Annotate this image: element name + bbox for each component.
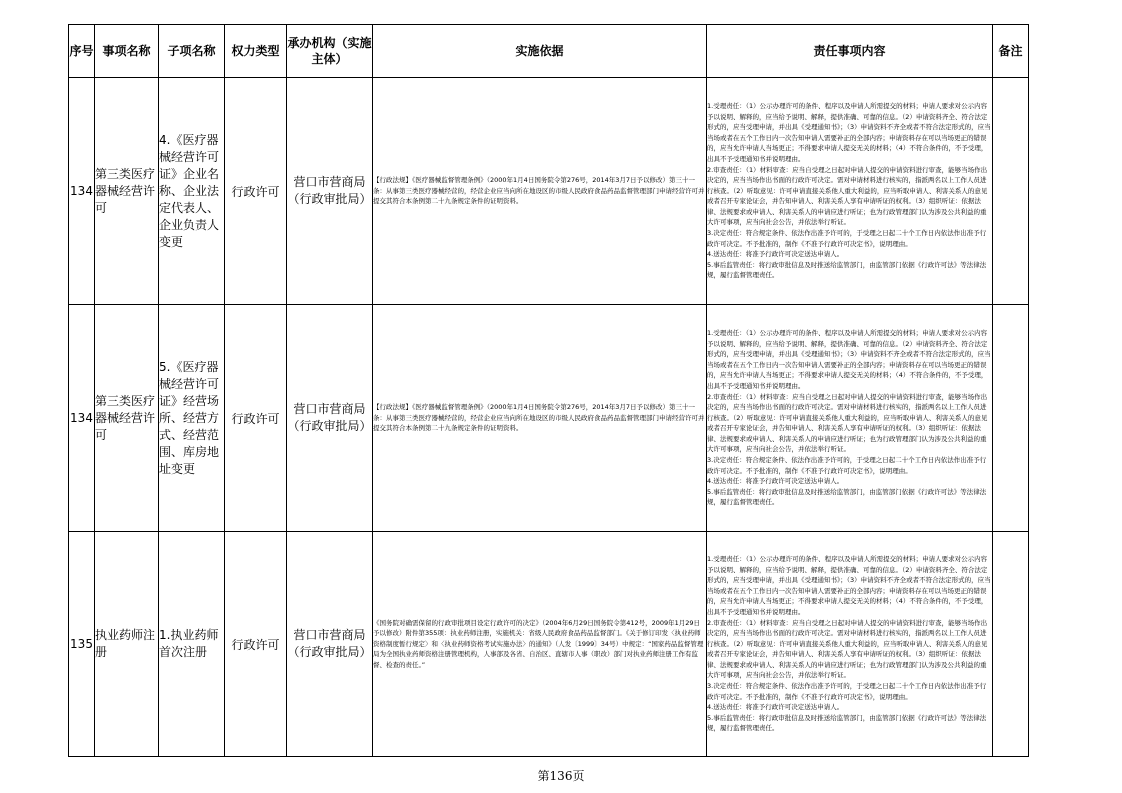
row-power-type: 行政许可 xyxy=(225,532,287,757)
duty-deliver: 4.送达责任：将准予行政许可决定送达申请人。 xyxy=(707,477,844,486)
row-basis: 【行政法规】《医疗器械监督管理条例》（2000年1月4日国务院令第276号，2014年3月7日予以修改）第三十一条：从事第三类医疗器械经营的，经营企业应当向所在地设区的市级人民政府食品药品监督管理部门申请经营许可并提交其符合本条例第二十九条规定条件的证明资料。 xyxy=(373,305,707,532)
row-seq: 134 xyxy=(69,78,95,305)
table-row xyxy=(69,78,1029,305)
table-row xyxy=(69,532,1029,757)
row-duty xyxy=(707,305,993,532)
table-row xyxy=(69,305,1029,532)
header-item-name: 事项名称 xyxy=(95,25,159,78)
row-duty xyxy=(707,532,993,757)
header-power-type: 权力类型 xyxy=(225,25,287,78)
duty-review: 2.审查责任：（1）材料审查：应当自受理之日起对申请人提交的申请资料进行审查，能够当场作出决定的，应当当场作出书面的行政许可决定。需对申请材料进行核实的，指派两名以上工作人员进行核查。（2）听取意见：许可申请直接关系他人重大利益的，应当听取申请人、利害关系人的意见或者召开专家论证会，并告知申请人、利害关系人享有申请听证的权利。（3）组织听证：依据法律、法规要求或申请人、利害关系人的申请应进行听证；也为行政管理部门认为涉及公共利益的重大许可事项，应当向社会公告，并依法举行听证。 xyxy=(707,392,988,454)
duty-review: 2.审查责任：（1）材料审查：应当自受理之日起对申请人提交的申请资料进行审查，能够当场作出决定的，应当当场作出书面的行政许可决定。需对申请材料进行核实的，指派两名以上工作人员进行核查。（2）听取意见：许可申请直接关系他人重大利益的，应当听取申请人、利害关系人的意见或者召开专家论证会，并告知申请人、利害关系人享有申请听证的权利。（3）组织听证：依据法律、法规要求或申请人、利害关系人的申请应进行听证；也为行政管理部门认为涉及公共利益的重大许可事项，应当向社会公告，并依法举行听证。 xyxy=(707,165,988,227)
row-item-name: 第三类医疗器械经营许可 xyxy=(95,305,159,532)
duty-supervise: 5.事后监管责任：将行政审批信息及时推送给监管部门，由监管部门依据《行政许可法》等法律法规，履行监督管理责任。 xyxy=(707,260,987,280)
row-item-name: 第三类医疗器械经营许可 xyxy=(95,78,159,305)
header-seq: 序号 xyxy=(69,25,95,78)
row-sub-item-name: 1.执业药师首次注册 xyxy=(159,532,225,757)
row-basis: 《国务院对确需保留的行政审批项目设定行政许可的决定》（2004年6月29日国务院令第412号，2009年1月29日予以修改）附件第355项：执业药师注册，实施机关：省级人民政府食品药品监督部门。《关于修订印发〈执业药师资格制度暂行规定〉和〈执业药师资格考试实施办法〉的通知》（人发〔1999〕34号）中规定：“国家药品监督管理局为全国执业药师资格注册管理机构，人事部及各省、自治区、直辖市人事（职改）部门对执业药师注册工作有监督、检查的责任。” xyxy=(373,532,707,757)
power-list-table xyxy=(68,24,1029,757)
duty-deliver: 4.送达责任：将准予行政许可决定送达申请人。 xyxy=(707,250,844,259)
row-power-type: 行政许可 xyxy=(225,78,287,305)
duty-supervise: 5.事后监管责任：将行政审批信息及时推送给监管部门，由监管部门依据《行政许可法》等法律法规，履行监督管理责任。 xyxy=(707,713,987,733)
row-sub-item-name: 4.《医疗器械经营许可证》企业名称、企业法定代表人、企业负责人变更 xyxy=(159,78,225,305)
duty-supervise: 5.事后监管责任：将行政审批信息及时推送给监管部门，由监管部门依据《行政许可法》等法律法规，履行监督管理责任。 xyxy=(707,487,987,507)
duty-decide: 3.决定责任：符合规定条件、依法作出准予许可的，于受理之日起二十个工作日内依法作出准予行政许可决定。不予批准的，制作《不准予行政许可决定书》，说明理由。 xyxy=(707,682,987,701)
header-organization: 承办机构（实施主体） xyxy=(287,25,373,78)
row-seq: 134 xyxy=(69,305,95,532)
row-note xyxy=(993,305,1029,532)
duty-accept: 1.受理责任：（1）公示办理许可的条件、程序以及申请人所需提交的材料；申请人要求对公示内容予以说明、解释的，应当给予说明、解释，提供准确、可靠的信息。（2）申请资料齐全、符合法定形式的，应当受理申请，并出具《受理通知书》；（3）申请资料不齐全或者不符合法定形式的，应当当场或者在五个工作日内一次告知申请人需要补正的全部内容；申请资料存在可以当场更正的错误的，应当允许申请人当场更正；不得要求申请人提交无关的材料；（4）不符合条件的，不予受理，出具不予受理通知书并说明理由。 xyxy=(707,554,991,616)
duty-review: 2.审查责任：（1）材料审查：应当自受理之日起对申请人提交的申请资料进行审查，能够当场作出决定的，应当当场作出书面的行政许可决定。需对申请材料进行核实的，指派两名以上工作人员进行核查。（2）听取意见：许可申请直接关系他人重大利益的，应当听取申请人、利害关系人的意见或者召开专家论证会，并告知申请人、利害关系人享有申请听证的权利。（3）组织听证：依据法律、法规要求或申请人、利害关系人的申请应进行听证；也为行政管理部门认为涉及公共利益的重大许可事项，应当向社会公告，并依法举行听证。 xyxy=(707,618,988,680)
row-note xyxy=(993,78,1029,305)
row-power-type: 行政许可 xyxy=(225,305,287,532)
header-note: 备注 xyxy=(993,25,1029,78)
header-sub-item-name: 子项名称 xyxy=(159,25,225,78)
row-seq: 135 xyxy=(69,532,95,757)
header-basis: 实施依据 xyxy=(373,25,707,78)
row-note xyxy=(993,532,1029,757)
row-sub-item-name: 5.《医疗器械经营许可证》经营场所、经营方式、经营范围、库房地址变更 xyxy=(159,305,225,532)
duty-accept: 1.受理责任：（1）公示办理许可的条件、程序以及申请人所需提交的材料；申请人要求对公示内容予以说明、解释的，应当给予说明、解释，提供准确、可靠的信息。（2）申请资料齐全、符合法定形式的，应当受理申请，并出具《受理通知书》；（3）申请资料不齐全或者不符合法定形式的，应当当场或者在五个工作日内一次告知申请人需要补正的全部内容；申请资料存在可以当场更正的错误的，应当允许申请人当场更正；不得要求申请人提交无关的材料；（4）不符合条件的，不予受理，出具不予受理通知书并说明理由。 xyxy=(707,328,991,390)
duty-decide: 3.决定责任：符合规定条件、依法作出准予许可的，于受理之日起二十个工作日内依法作出准予行政许可决定。不予批准的，制作《不准予行政许可决定书》，说明理由。 xyxy=(707,456,987,475)
row-basis: 【行政法规】《医疗器械监督管理条例》（2000年1月4日国务院令第276号，2014年3月7日予以修改）第三十一条：从事第三类医疗器械经营的，经营企业应当向所在地设区的市级人民政府食品药品监督管理部门申请经营许可并提交其符合本条例第二十九条规定条件的证明资料。 xyxy=(373,78,707,305)
table-header-row xyxy=(69,25,1029,78)
row-organization: 营口市营商局（行政审批局） xyxy=(287,532,373,757)
row-duty xyxy=(707,78,993,305)
row-item-name: 执业药师注册 xyxy=(95,532,159,757)
row-organization: 营口市营商局（行政审批局） xyxy=(287,305,373,532)
duty-deliver: 4.送达责任：将准予行政许可决定送达申请人。 xyxy=(707,703,844,712)
row-organization: 营口市营商局（行政审批局） xyxy=(287,78,373,305)
duty-decide: 3.决定责任：符合规定条件、依法作出准予许可的，于受理之日起二十个工作日内依法作出准予行政许可决定。不予批准的，制作《不准予行政许可决定书》，说明理由。 xyxy=(707,229,987,248)
duty-accept: 1.受理责任：（1）公示办理许可的条件、程序以及申请人所需提交的材料；申请人要求对公示内容予以说明、解释的，应当给予说明、解释，提供准确、可靠的信息。（2）申请资料齐全、符合法定形式的，应当受理申请，并出具《受理通知书》；（3）申请资料不齐全或者不符合法定形式的，应当当场或者在五个工作日内一次告知申请人需要补正的全部内容；申请资料存在可以当场更正的错误的，应当允许申请人当场更正；不得要求申请人提交无关的材料；（4）不符合条件的，不予受理，出具不予受理通知书并说明理由。 xyxy=(707,101,991,163)
page-number: 第136页 xyxy=(537,769,585,783)
header-duty: 责任事项内容 xyxy=(707,25,993,78)
